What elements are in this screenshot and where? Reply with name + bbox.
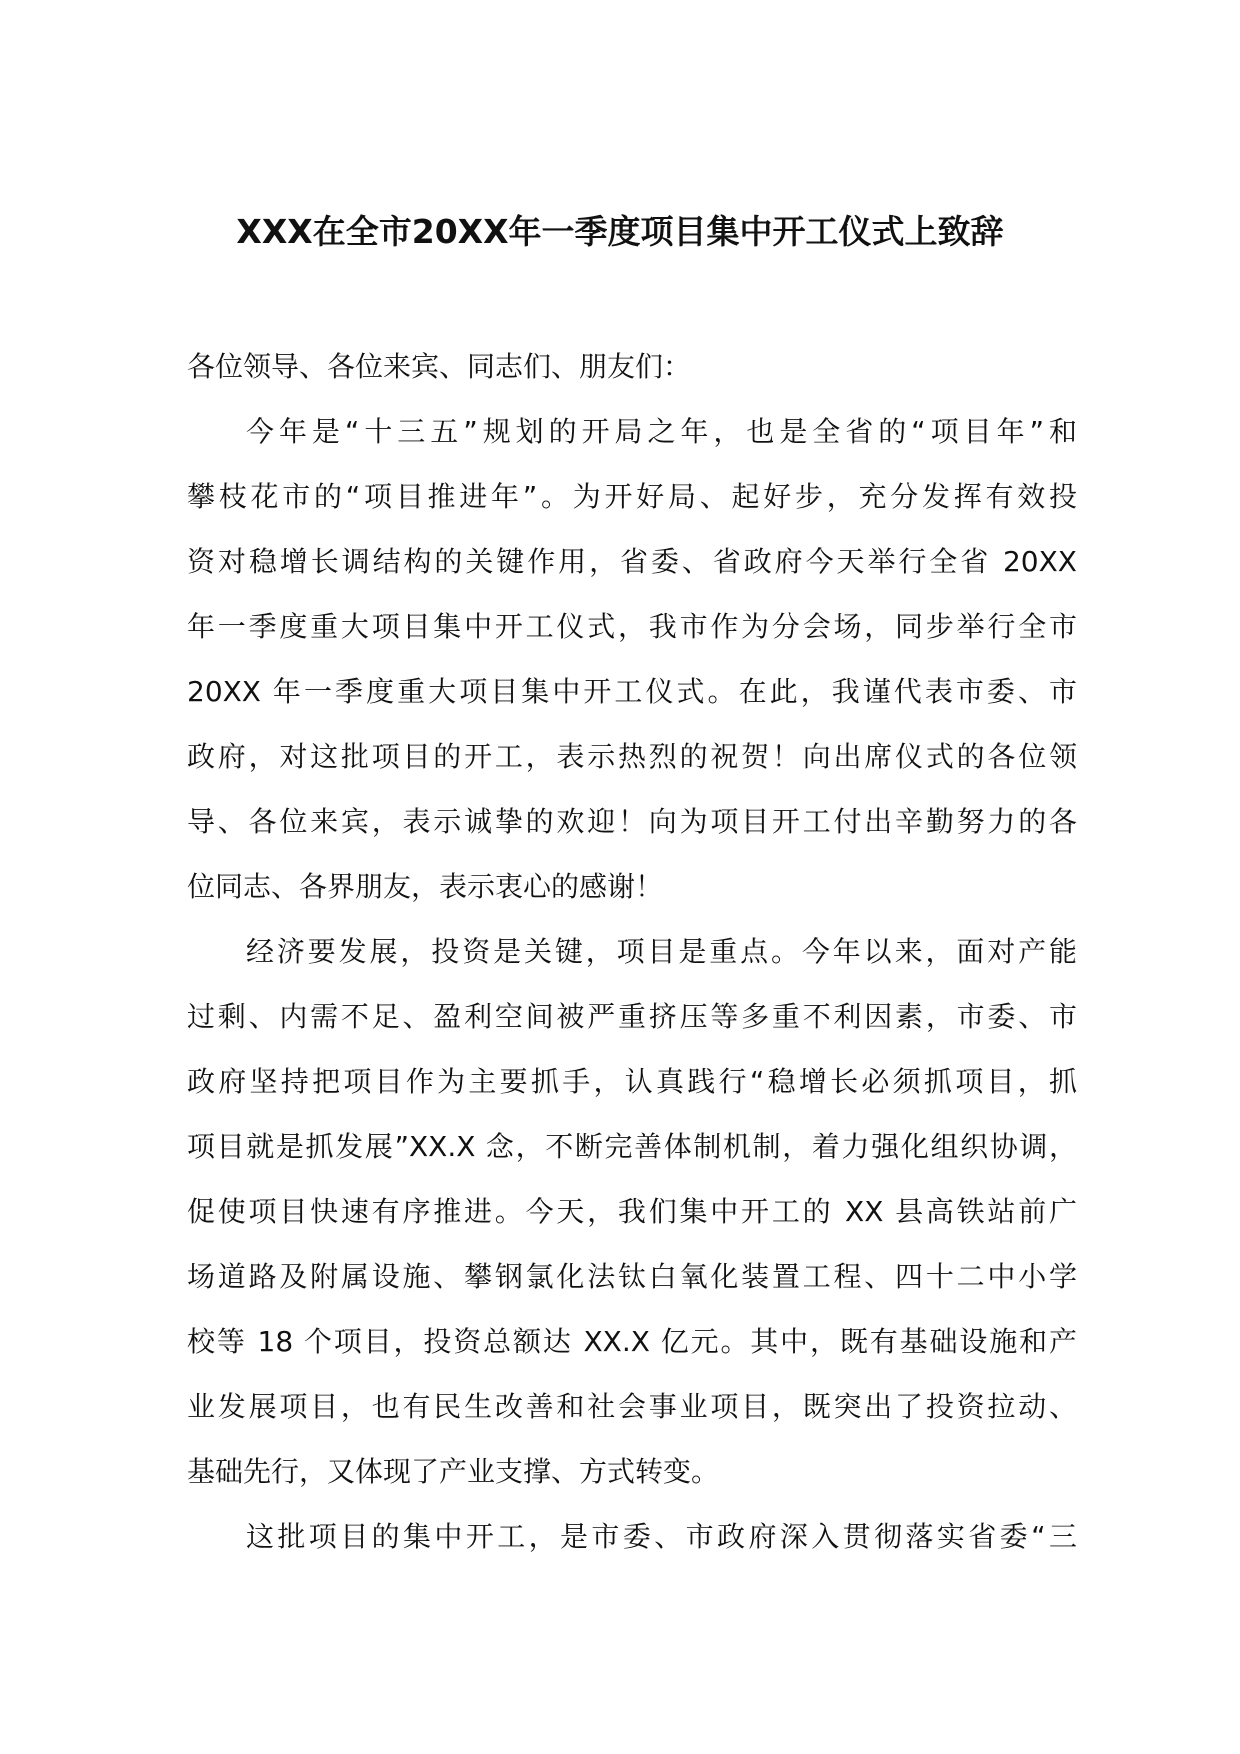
body-text-line: 位同志、各界朋友，表示衷心的感谢！ bbox=[187, 870, 664, 903]
body-text-line: 促使项目快速有序推进。今天，我们集中开工的 XX 县高铁站前广 bbox=[187, 1195, 1077, 1228]
body-text-line: 资对稳增长调结构的关键作用，省委、省政府今天举行全省 20XX bbox=[187, 545, 1077, 578]
document-title: XXX在全市20XX年一季度项目集中开工仪式上致辞 bbox=[236, 212, 1004, 251]
body-text-line: 项目就是抓发展”XX.X 念，不断完善体制机制，着力强化组织协调， bbox=[187, 1130, 1077, 1163]
body-text-line: 政府，对这批项目的开工，表示热烈的祝贺！向出席仪式的各位领 bbox=[187, 740, 1077, 773]
body-text-line: 这批项目的集中开工，是市委、市政府深入贯彻落实省委“三 bbox=[246, 1520, 1077, 1553]
body-text-line: 导、各位来宾，表示诚挚的欢迎！向为项目开工付出辛勤努力的各 bbox=[187, 805, 1077, 838]
body-text-line: 各位领导、各位来宾、同志们、朋友们： bbox=[187, 350, 692, 383]
body-text-line: 攀枝花市的“项目推进年”。为开好局、起好步，充分发挥有效投 bbox=[187, 480, 1077, 513]
body-text-line: 基础先行，又体现了产业支撑、方式转变。 bbox=[187, 1455, 720, 1488]
body-text-line: 政府坚持把项目作为主要抓手，认真践行“稳增长必须抓项目，抓 bbox=[187, 1065, 1077, 1098]
body-text-line: 年一季度重大项目集中开工仪式，我市作为分会场，同步举行全市 bbox=[187, 610, 1077, 643]
body-text-line: 今年是“十三五”规划的开局之年，也是全省的“项目年”和 bbox=[246, 415, 1077, 448]
body-text-line: 20XX 年一季度重大项目集中开工仪式。在此，我谨代表市委、市 bbox=[187, 675, 1077, 708]
document-body bbox=[187, 334, 1077, 1569]
body-text-line: 业发展项目，也有民生改善和社会事业项目，既突出了投资拉动、 bbox=[187, 1390, 1077, 1423]
body-text-line: 经济要发展，投资是关键，项目是重点。今年以来，面对产能 bbox=[246, 935, 1077, 968]
body-text-line: 过剩、内需不足、盈利空间被严重挤压等多重不利因素，市委、市 bbox=[187, 1000, 1077, 1033]
body-text-line: 场道路及附属设施、攀钢氯化法钛白氧化装置工程、四十二中小学 bbox=[187, 1260, 1077, 1293]
body-text-line: 校等 18 个项目，投资总额达 XX.X 亿元。其中，既有基础设施和产 bbox=[187, 1325, 1077, 1358]
